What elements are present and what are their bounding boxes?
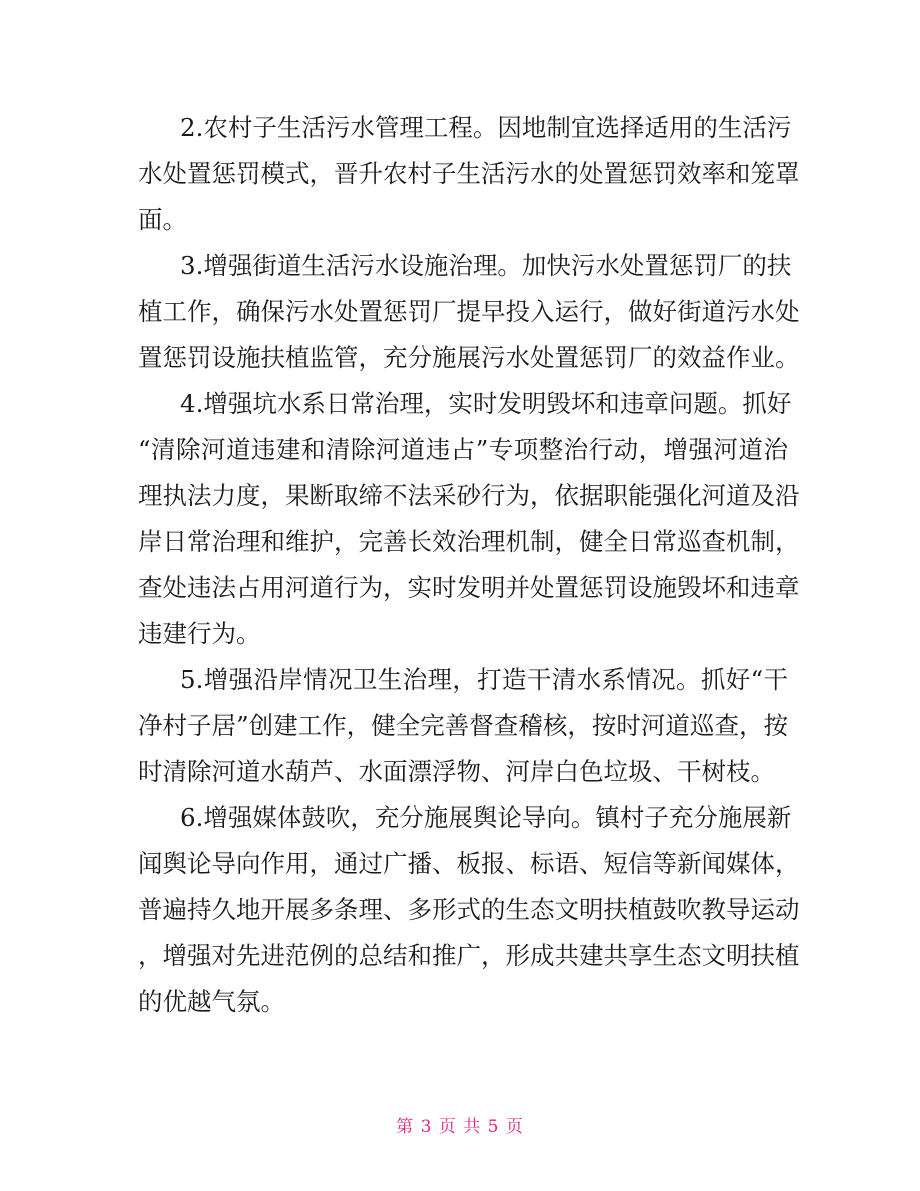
paragraph-line: “清除河道违建和清除河道违占”专项整治行动，增强河道治 xyxy=(138,435,788,464)
paragraph-3 xyxy=(138,243,800,381)
paragraph-line: 的优越气氛。 xyxy=(138,987,285,1016)
paragraph-line: 3.增强街道生活污水设施治理。加快污水处置惩罚厂的扶 xyxy=(180,251,792,280)
page-number-footer: 第 3 页 共 5 页 xyxy=(396,1117,524,1137)
paragraph-line: 普遍持久地开展多条理、多形式的生态文明扶植鼓吹教导运动 xyxy=(138,895,800,924)
paragraph-2 xyxy=(138,105,800,243)
paragraph-line: 水处置惩罚模式，晋升农村子生活污水的处置惩罚效率和笼罩 xyxy=(138,159,800,188)
paragraph-line: 违建行为。 xyxy=(138,619,261,648)
paragraph-line: 6.增强媒体鼓吹，充分施展舆论导向。镇村子充分施展新 xyxy=(180,803,792,832)
paragraph-line: 植工作，确保污水处置惩罚厂提早投入运行，做好街道污水处 xyxy=(138,297,800,326)
paragraph-line: 时清除河道水葫芦、水面漂浮物、河岸白色垃圾、干树枝。 xyxy=(138,757,775,786)
paragraph-line: 2.农村子生活污水管理工程。因地制宜选择适用的生活污 xyxy=(180,113,792,142)
paragraph-line: 面。 xyxy=(138,205,187,234)
paragraph-5 xyxy=(138,657,788,795)
paragraph-line: 净村子居”创建工作，健全完善督查稽核，按时河道巡查，按 xyxy=(138,711,788,740)
paragraph-line: 闻舆论导向作用，通过广播、板报、标语、短信等新闻媒体， xyxy=(138,849,800,878)
paragraph-4 xyxy=(138,381,800,657)
paragraph-line: 查处违法占用河道行为，实时发明并处置惩罚设施毁坏和违章 xyxy=(138,573,800,602)
paragraph-6 xyxy=(138,795,800,1025)
paragraph-line: 4.增强坑水系日常治理，实时发明毁坏和违章问题。抓好 xyxy=(180,389,792,418)
paragraph-line: 5.增强沿岸情况卫生治理，打造干清水系情况。抓好“干 xyxy=(180,665,788,694)
paragraph-line: ，增强对先进范例的总结和推广，形成共建共享生态文明扶植 xyxy=(138,941,800,970)
paragraph-line: 岸日常治理和维护，完善长效治理机制，健全日常巡查机制， xyxy=(138,527,800,556)
paragraph-line: 理执法力度，果断取缔不法采砂行为，依据职能强化河道及沿 xyxy=(138,481,800,510)
document-body xyxy=(138,105,800,1025)
paragraph-line: 置惩罚设施扶植监管，充分施展污水处置惩罚厂的效益作业。 xyxy=(138,343,800,372)
